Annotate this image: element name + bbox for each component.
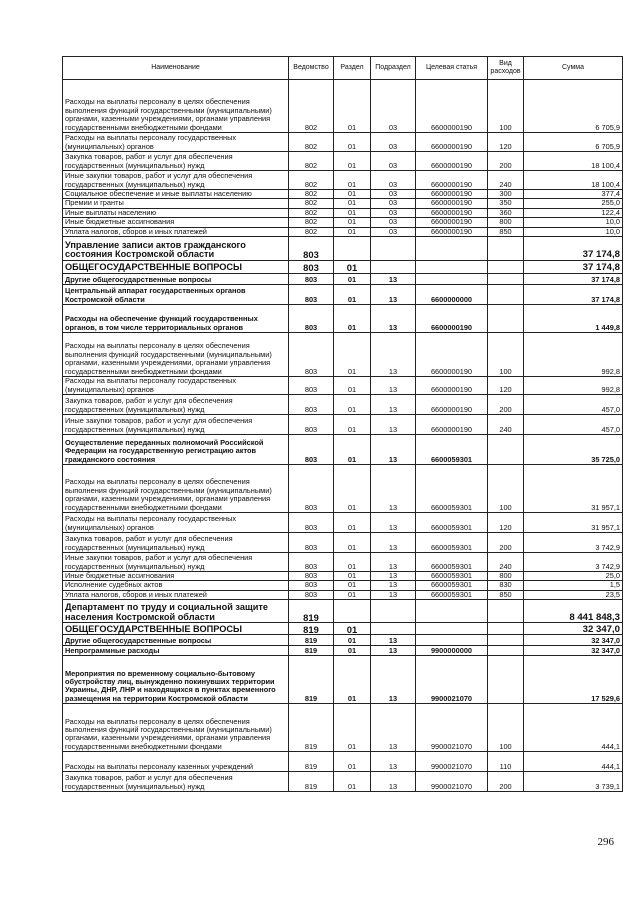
table-row <box>63 772 623 792</box>
cell-razdel <box>334 600 371 623</box>
cell-ved: 802 <box>289 152 334 171</box>
table-row <box>63 435 623 465</box>
cell-cel: 6600000190 <box>416 152 488 171</box>
cell-name: Закупка товаров, работ и услуг для обеспечения государственных (муниципальных) нужд <box>63 533 289 553</box>
cell-razdel: 01 <box>334 377 371 395</box>
cell-cel: 6600000190 <box>416 171 488 190</box>
cell-sum: 992,8 <box>524 377 623 395</box>
table-row <box>63 199 623 208</box>
cell-vid: 100 <box>488 465 524 513</box>
cell-ved: 802 <box>289 199 334 208</box>
cell-podrazdel: 13 <box>371 377 416 395</box>
cell-razdel: 01 <box>334 190 371 199</box>
cell-vid: 110 <box>488 752 524 772</box>
cell-ved: 802 <box>289 218 334 227</box>
cell-ved: 819 <box>289 600 334 623</box>
table-row <box>63 590 623 599</box>
cell-razdel: 01 <box>334 465 371 513</box>
cell-name: Расходы на выплаты персоналу в целях обеспечения выполнения функций государственными (муниципальными) органами, казенными учреждениями, органами управления государственными внебюджетными фондами <box>63 333 289 377</box>
cell-razdel: 01 <box>334 513 371 533</box>
cell-sum: 457,0 <box>524 395 623 415</box>
table-row <box>63 218 623 227</box>
cell-podrazdel <box>371 237 416 261</box>
cell-vid: 830 <box>488 581 524 590</box>
cell-cel: 6600000190 <box>416 190 488 199</box>
header-vid: Вид расходов <box>488 57 524 80</box>
cell-vid: 120 <box>488 377 524 395</box>
table-row <box>63 581 623 590</box>
cell-podrazdel: 13 <box>371 513 416 533</box>
cell-vid: 360 <box>488 208 524 217</box>
cell-podrazdel: 13 <box>371 752 416 772</box>
cell-name: Социальное обеспечение и иные выплаты населению <box>63 190 289 199</box>
cell-podrazdel <box>371 623 416 635</box>
cell-name: Уплата налогов, сборов и иных платежей <box>63 590 289 599</box>
cell-sum: 37 174,8 <box>524 274 623 285</box>
table-row <box>63 415 623 435</box>
cell-cel: 6600059301 <box>416 572 488 581</box>
cell-podrazdel: 13 <box>371 772 416 792</box>
cell-sum: 6 705,9 <box>524 80 623 133</box>
table-row <box>63 513 623 533</box>
cell-razdel: 01 <box>334 772 371 792</box>
cell-cel: 6600000000 <box>416 285 488 305</box>
cell-ved: 819 <box>289 623 334 635</box>
cell-vid: 850 <box>488 227 524 236</box>
header-cel: Целевая статья <box>416 57 488 80</box>
cell-ved: 819 <box>289 772 334 792</box>
cell-ved: 803 <box>289 305 334 333</box>
cell-ved: 802 <box>289 227 334 236</box>
cell-razdel: 01 <box>334 581 371 590</box>
cell-sum: 31 957,1 <box>524 465 623 513</box>
cell-ved: 802 <box>289 190 334 199</box>
cell-sum: 3 742,9 <box>524 553 623 572</box>
cell-name: Иные бюджетные ассигнования <box>63 572 289 581</box>
cell-name: Закупка товаров, работ и услуг для обеспечения государственных (муниципальных) нужд <box>63 772 289 792</box>
cell-sum: 18 100,4 <box>524 171 623 190</box>
header-sum: Сумма <box>524 57 623 80</box>
cell-sum: 1 449,8 <box>524 305 623 333</box>
cell-podrazdel: 03 <box>371 218 416 227</box>
table-row <box>63 752 623 772</box>
table-body <box>63 80 623 792</box>
cell-vid: 120 <box>488 133 524 152</box>
cell-sum: 1,5 <box>524 581 623 590</box>
table-row <box>63 600 623 623</box>
cell-podrazdel: 03 <box>371 152 416 171</box>
cell-cel: 6600000190 <box>416 333 488 377</box>
cell-vid: 100 <box>488 80 524 133</box>
table-row <box>63 237 623 261</box>
cell-cel: 9900021070 <box>416 704 488 752</box>
cell-sum: 18 100,4 <box>524 152 623 171</box>
cell-sum: 37 174,8 <box>524 261 623 274</box>
cell-ved: 803 <box>289 590 334 599</box>
cell-razdel: 01 <box>334 333 371 377</box>
cell-razdel: 01 <box>334 395 371 415</box>
cell-vid: 100 <box>488 333 524 377</box>
cell-ved: 803 <box>289 415 334 435</box>
cell-ved: 802 <box>289 208 334 217</box>
cell-vid: 100 <box>488 704 524 752</box>
cell-name: Премии и гранты <box>63 199 289 208</box>
table-row <box>63 572 623 581</box>
cell-vid: 240 <box>488 553 524 572</box>
cell-podrazdel: 13 <box>371 646 416 656</box>
cell-name: Расходы на выплаты персоналу государственных (муниципальных) органов <box>63 513 289 533</box>
table-row <box>63 623 623 635</box>
table-row <box>63 635 623 646</box>
cell-sum: 3 739,1 <box>524 772 623 792</box>
table-row <box>63 553 623 572</box>
cell-ved: 819 <box>289 646 334 656</box>
cell-ved: 819 <box>289 635 334 646</box>
cell-sum: 17 529,6 <box>524 656 623 704</box>
cell-sum: 3 742,9 <box>524 533 623 553</box>
table-row <box>63 274 623 285</box>
cell-ved: 803 <box>289 533 334 553</box>
cell-podrazdel: 13 <box>371 635 416 646</box>
cell-ved: 803 <box>289 395 334 415</box>
cell-podrazdel <box>371 261 416 274</box>
table-row <box>63 133 623 152</box>
cell-name: Расходы на выплаты персоналу в целях обеспечения выполнения функций государственными (муниципальными) органами, казенными учреждениями, органами управления государственными внебюджетными фондами <box>63 80 289 133</box>
cell-ved: 819 <box>289 752 334 772</box>
cell-name: Мероприятия по временному социально-бытовому обустройству лиц, вынужденно покинувших территории Украины, ДНР, ЛНР и находящихся в пунктах временного размещения на территории Костромской области <box>63 656 289 704</box>
cell-ved: 803 <box>289 333 334 377</box>
cell-name: Центральный аппарат государственных органов Костромской области <box>63 285 289 305</box>
table-row <box>63 395 623 415</box>
cell-ved: 802 <box>289 133 334 152</box>
table-row <box>63 704 623 752</box>
cell-cel: 6600000190 <box>416 199 488 208</box>
cell-sum: 32 347,0 <box>524 623 623 635</box>
cell-razdel: 01 <box>334 261 371 274</box>
cell-vid: 200 <box>488 152 524 171</box>
cell-sum: 10,0 <box>524 218 623 227</box>
cell-sum: 444,1 <box>524 752 623 772</box>
cell-podrazdel <box>371 600 416 623</box>
cell-vid: 800 <box>488 218 524 227</box>
cell-podrazdel: 03 <box>371 190 416 199</box>
cell-razdel: 01 <box>334 752 371 772</box>
cell-vid <box>488 623 524 635</box>
cell-cel: 6600000190 <box>416 227 488 236</box>
cell-ved: 803 <box>289 513 334 533</box>
table-row <box>63 656 623 704</box>
cell-vid: 120 <box>488 513 524 533</box>
cell-podrazdel: 13 <box>371 553 416 572</box>
cell-razdel: 01 <box>334 208 371 217</box>
cell-ved: 803 <box>289 261 334 274</box>
cell-ved: 803 <box>289 274 334 285</box>
cell-name: Департамент по труду и социальной защите населения Костромской области <box>63 600 289 623</box>
cell-razdel: 01 <box>334 572 371 581</box>
cell-sum: 31 957,1 <box>524 513 623 533</box>
cell-name: Другие общегосударственные вопросы <box>63 635 289 646</box>
cell-vid <box>488 237 524 261</box>
cell-cel <box>416 635 488 646</box>
cell-name: Управление записи актов гражданского состояния Костромской области <box>63 237 289 261</box>
cell-podrazdel: 13 <box>371 395 416 415</box>
cell-name: Закупка товаров, работ и услуг для обеспечения государственных (муниципальных) нужд <box>63 152 289 171</box>
cell-razdel: 01 <box>334 553 371 572</box>
cell-podrazdel: 13 <box>371 305 416 333</box>
cell-cel: 6600000190 <box>416 133 488 152</box>
cell-podrazdel: 13 <box>371 465 416 513</box>
cell-cel <box>416 237 488 261</box>
cell-podrazdel: 13 <box>371 333 416 377</box>
cell-name: Расходы на обеспечение функций государственных органов, в том числе территориальных органов <box>63 305 289 333</box>
cell-podrazdel: 03 <box>371 133 416 152</box>
cell-sum: 32 347,0 <box>524 635 623 646</box>
cell-vid <box>488 656 524 704</box>
table-row <box>63 190 623 199</box>
cell-razdel: 01 <box>334 305 371 333</box>
cell-podrazdel: 03 <box>371 199 416 208</box>
cell-ved: 819 <box>289 656 334 704</box>
cell-podrazdel: 13 <box>371 415 416 435</box>
cell-sum: 35 725,0 <box>524 435 623 465</box>
cell-razdel: 01 <box>334 152 371 171</box>
cell-name: Исполнение судебных актов <box>63 581 289 590</box>
cell-vid <box>488 646 524 656</box>
cell-ved: 803 <box>289 553 334 572</box>
cell-sum: 8 441 848,3 <box>524 600 623 623</box>
cell-cel: 6600059301 <box>416 553 488 572</box>
table-row <box>63 285 623 305</box>
cell-cel: 9900000000 <box>416 646 488 656</box>
cell-vid <box>488 600 524 623</box>
cell-name: ОБЩЕГОСУДАРСТВЕННЫЕ ВОПРОСЫ <box>63 261 289 274</box>
cell-razdel: 01 <box>334 199 371 208</box>
cell-sum: 255,0 <box>524 199 623 208</box>
cell-vid: 350 <box>488 199 524 208</box>
cell-razdel: 01 <box>334 646 371 656</box>
cell-podrazdel: 13 <box>371 581 416 590</box>
cell-name: Иные закупки товаров, работ и услуг для обеспечения государственных (муниципальных) нужд <box>63 171 289 190</box>
cell-razdel: 01 <box>334 590 371 599</box>
cell-sum: 37 174,8 <box>524 237 623 261</box>
cell-vid <box>488 635 524 646</box>
cell-cel: 9900021070 <box>416 772 488 792</box>
cell-sum: 377,4 <box>524 190 623 199</box>
header-ved: Ведомство <box>289 57 334 80</box>
cell-cel: 6600059301 <box>416 465 488 513</box>
cell-ved: 803 <box>289 465 334 513</box>
cell-name: Расходы на выплаты персоналу в целях обеспечения выполнения функций государственными (муниципальными) органами, казенными учреждениями, органами управления государственными внебюджетными фондами <box>63 465 289 513</box>
cell-vid: 200 <box>488 533 524 553</box>
cell-ved: 819 <box>289 704 334 752</box>
cell-razdel: 01 <box>334 227 371 236</box>
table-row <box>63 171 623 190</box>
header-razdel: Раздел <box>334 57 371 80</box>
cell-vid <box>488 305 524 333</box>
cell-name: Закупка товаров, работ и услуг для обеспечения государственных (муниципальных) нужд <box>63 395 289 415</box>
cell-podrazdel: 13 <box>371 590 416 599</box>
table-row <box>63 80 623 133</box>
cell-podrazdel: 13 <box>371 533 416 553</box>
cell-podrazdel: 13 <box>371 572 416 581</box>
cell-vid <box>488 261 524 274</box>
cell-sum: 6 705,9 <box>524 133 623 152</box>
cell-sum: 444,1 <box>524 704 623 752</box>
cell-cel: 6600000190 <box>416 80 488 133</box>
header-name: Наименование <box>63 57 289 80</box>
budget-table <box>62 56 623 792</box>
cell-vid: 200 <box>488 772 524 792</box>
cell-podrazdel: 03 <box>371 227 416 236</box>
cell-name: Иные бюджетные ассигнования <box>63 218 289 227</box>
cell-cel: 6600000190 <box>416 377 488 395</box>
table-row <box>63 377 623 395</box>
cell-ved: 803 <box>289 581 334 590</box>
cell-sum: 992,8 <box>524 333 623 377</box>
cell-ved: 803 <box>289 435 334 465</box>
cell-cel: 6600000190 <box>416 208 488 217</box>
cell-razdel: 01 <box>334 171 371 190</box>
table-row <box>63 646 623 656</box>
cell-cel: 6600000190 <box>416 415 488 435</box>
cell-name: Уплата налогов, сборов и иных платежей <box>63 227 289 236</box>
cell-ved: 803 <box>289 237 334 261</box>
cell-cel <box>416 623 488 635</box>
cell-podrazdel: 13 <box>371 656 416 704</box>
cell-vid: 240 <box>488 171 524 190</box>
cell-razdel: 01 <box>334 133 371 152</box>
table-row <box>63 305 623 333</box>
cell-ved: 803 <box>289 377 334 395</box>
cell-razdel <box>334 237 371 261</box>
cell-name: Расходы на выплаты персоналу в целях обеспечения выполнения функций государственными (муниципальными) органами, казенными учреждениями, органами управления государственными внебюджетными фондами <box>63 704 289 752</box>
cell-name: Непрограммные расходы <box>63 646 289 656</box>
cell-razdel: 01 <box>334 656 371 704</box>
cell-razdel: 01 <box>334 274 371 285</box>
cell-name: Иные закупки товаров, работ и услуг для обеспечения государственных (муниципальных) нужд <box>63 553 289 572</box>
cell-vid: 800 <box>488 572 524 581</box>
cell-cel: 6600000190 <box>416 305 488 333</box>
cell-razdel: 01 <box>334 635 371 646</box>
cell-cel: 9900021070 <box>416 752 488 772</box>
cell-razdel: 01 <box>334 623 371 635</box>
cell-name: Расходы на выплаты персоналу казенных учреждений <box>63 752 289 772</box>
cell-ved: 803 <box>289 572 334 581</box>
cell-razdel: 01 <box>334 533 371 553</box>
cell-cel: 6600059301 <box>416 533 488 553</box>
cell-vid: 850 <box>488 590 524 599</box>
cell-ved: 802 <box>289 171 334 190</box>
cell-cel: 6600000190 <box>416 395 488 415</box>
cell-vid <box>488 435 524 465</box>
cell-vid: 200 <box>488 395 524 415</box>
cell-cel: 6600000190 <box>416 218 488 227</box>
cell-razdel: 01 <box>334 415 371 435</box>
cell-cel: 9900021070 <box>416 656 488 704</box>
cell-razdel: 01 <box>334 218 371 227</box>
cell-sum: 23,5 <box>524 590 623 599</box>
cell-sum: 457,0 <box>524 415 623 435</box>
cell-cel: 6600059301 <box>416 435 488 465</box>
cell-cel <box>416 274 488 285</box>
cell-name: Осуществление переданных полномочий Российской Федерации на государственную регистрацию актов гражданского состояния <box>63 435 289 465</box>
cell-name: Иные выплаты населению <box>63 208 289 217</box>
cell-sum: 10,0 <box>524 227 623 236</box>
cell-name: Другие общегосударственные вопросы <box>63 274 289 285</box>
cell-name: Расходы на выплаты персоналу государственных (муниципальных) органов <box>63 133 289 152</box>
cell-podrazdel: 03 <box>371 171 416 190</box>
cell-sum: 37 174,8 <box>524 285 623 305</box>
cell-name: Иные закупки товаров, работ и услуг для обеспечения государственных (муниципальных) нужд <box>63 415 289 435</box>
cell-name: ОБЩЕГОСУДАРСТВЕННЫЕ ВОПРОСЫ <box>63 623 289 635</box>
cell-sum: 122,4 <box>524 208 623 217</box>
cell-vid: 300 <box>488 190 524 199</box>
cell-razdel: 01 <box>334 435 371 465</box>
cell-cel: 6600059301 <box>416 513 488 533</box>
cell-sum: 25,0 <box>524 572 623 581</box>
cell-podrazdel: 13 <box>371 704 416 752</box>
cell-ved: 802 <box>289 80 334 133</box>
cell-sum: 32 347,0 <box>524 646 623 656</box>
cell-cel: 6600059301 <box>416 581 488 590</box>
cell-ved: 803 <box>289 285 334 305</box>
table-header <box>63 57 623 80</box>
table-row <box>63 333 623 377</box>
header-podrazdel: Подраздел <box>371 57 416 80</box>
table-row <box>63 261 623 274</box>
cell-podrazdel: 03 <box>371 208 416 217</box>
cell-podrazdel: 13 <box>371 285 416 305</box>
cell-cel <box>416 261 488 274</box>
cell-razdel: 01 <box>334 80 371 133</box>
cell-name: Расходы на выплаты персоналу государственных (муниципальных) органов <box>63 377 289 395</box>
cell-podrazdel: 13 <box>371 435 416 465</box>
cell-podrazdel: 03 <box>371 80 416 133</box>
cell-vid <box>488 274 524 285</box>
page-number: 296 <box>597 836 614 848</box>
table-row <box>63 465 623 513</box>
cell-razdel: 01 <box>334 285 371 305</box>
table-row <box>63 227 623 236</box>
table-row <box>63 533 623 553</box>
cell-podrazdel: 13 <box>371 274 416 285</box>
cell-cel: 6600059301 <box>416 590 488 599</box>
cell-vid <box>488 285 524 305</box>
cell-vid: 240 <box>488 415 524 435</box>
table-row <box>63 152 623 171</box>
table-row <box>63 208 623 217</box>
cell-razdel: 01 <box>334 704 371 752</box>
budget-sheet <box>62 56 622 792</box>
cell-cel <box>416 600 488 623</box>
